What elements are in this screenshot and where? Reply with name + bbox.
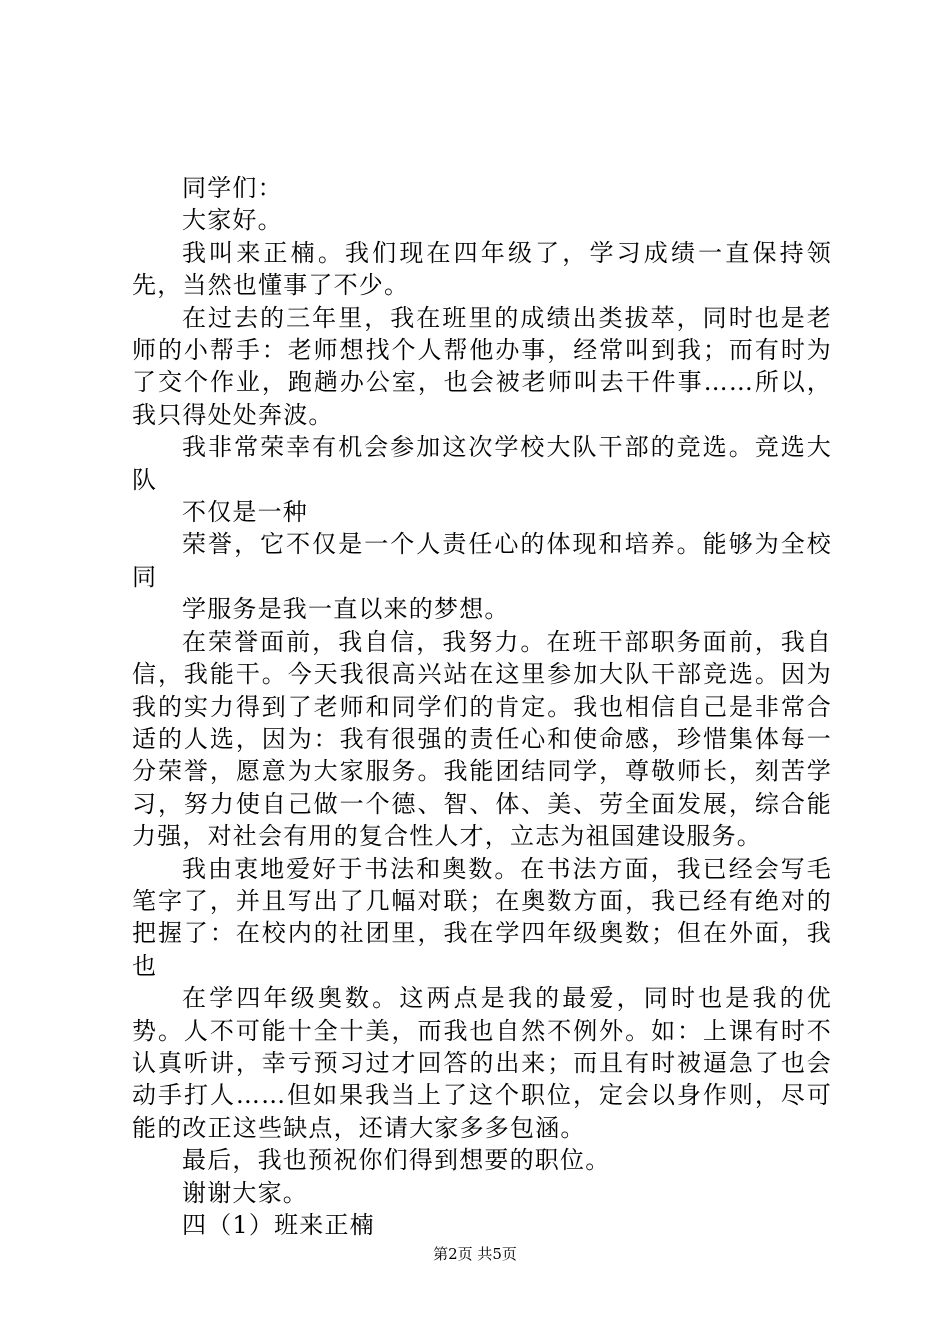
paragraph-intro: 我叫来正楠。我们现在四年级了，学习成绩一直保持领先，当然也懂事了不少。 xyxy=(132,238,832,300)
page-indicator: 第2页 共5页 xyxy=(433,1245,517,1263)
paragraph-hobbies: 我由衷地爱好于书法和奥数。在书法方面，我已经会写毛笔字了，并且写出了几幅对联；在奥数方面，我已经有绝对的把握了：在校内的社团里，我在学四年级奥数；但在外面，我也 xyxy=(132,854,832,980)
paragraph-fragment-1: 不仅是一种 xyxy=(182,498,308,527)
paragraph-past-years: 在过去的三年里，我在班里的成绩出类拔萃，同时也是老师的小帮手：老师想找个人帮他办事，经常叫到我；而有时为了交个作业，跑趟办公室，也会被老师叫去干件事……所以，我只得处处奔波。 xyxy=(132,303,832,429)
paragraph-thanks: 谢谢大家。 xyxy=(182,1178,308,1207)
paragraph-closing-wish: 最后，我也预祝你们得到想要的职位。 xyxy=(182,1146,611,1175)
paragraph-honored: 我非常荣幸有机会参加这次学校大队干部的竞选。竞选大队 xyxy=(132,433,832,494)
signature: 四（1）班来正楠 xyxy=(182,1211,375,1239)
greeting: 大家好。 xyxy=(182,206,283,235)
salutation: 同学们： xyxy=(182,174,283,202)
document-body xyxy=(132,172,832,1241)
paragraph-fragment-3: 学服务是我一直以来的梦想。 xyxy=(182,595,510,624)
page-footer xyxy=(0,1244,950,1264)
paragraph-fragment-2: 荣誉，它不仅是一个人责任心的体现和培养。能够为全校同 xyxy=(132,530,832,591)
paragraph-confidence: 在荣誉面前，我自信，我努力。在班干部职务面前，我自信，我能干。今天我很高兴站在这里参加大队干部竞选。因为我的实力得到了老师和同学们的肯定。我也相信自己是非常合适的人选，因为：我有很强的责任心和使命感，珍惜集体每一分荣誉，愿意为大家服务。我能团结同学，尊敬师长，刻苦学习，努力使自己做一个德、智、体、美、劳全面发展，综合能力强，对社会有用的复合性人才，立志为祖国建设服务。 xyxy=(132,627,832,851)
paragraph-weaknesses: 在学四年级奥数。这两点是我的最爱，同时也是我的优势。人不可能十全十美，而我也自然不例外。如：上课有时不认真听讲，幸亏预习过才回答的出来；而且有时被逼急了也会动手打人……但如果我当上了这个职位，定会以身作则，尽可能的改正这些缺点，还请大家多多包涵。 xyxy=(132,984,832,1142)
